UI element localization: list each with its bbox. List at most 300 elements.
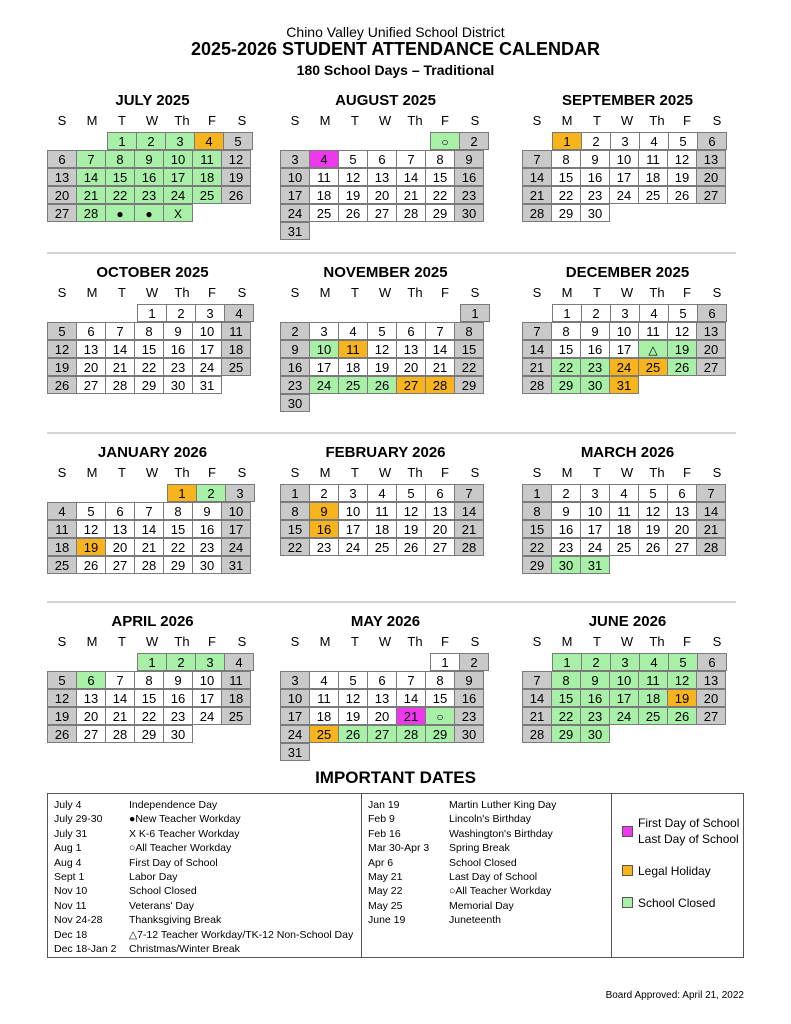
day-number: 27 [674, 540, 690, 555]
day-cell [280, 725, 310, 743]
day-cell [638, 322, 668, 340]
day-number: 30 [170, 727, 186, 742]
day-cell [425, 520, 455, 538]
day-number: 25 [316, 727, 332, 742]
weekday-label: S [470, 113, 480, 128]
day-cell [396, 186, 426, 204]
empty-cell [609, 725, 639, 743]
day-number: 7 [533, 324, 541, 339]
day-number: 27 [703, 188, 719, 203]
day-number: 2 [470, 134, 478, 149]
day-number: 24 [199, 360, 215, 375]
month-calendar [280, 444, 491, 556]
day-cell [609, 707, 639, 725]
day-number: 14 [403, 170, 419, 185]
day-symbol: ○ [436, 710, 444, 724]
day-cell [454, 520, 484, 538]
legend-last-day: Last Day of School [638, 832, 739, 846]
day-cell [639, 304, 669, 322]
day-cell [430, 132, 460, 150]
weekday-label: Th [174, 285, 190, 300]
weekday-label: T [351, 113, 359, 128]
day-number: 29 [170, 558, 186, 573]
weekday-label: S [470, 634, 480, 649]
day-number: 27 [374, 206, 390, 221]
day-cell [195, 304, 225, 322]
day-cell [134, 168, 164, 186]
weekday-label: Th [407, 113, 423, 128]
day-number: 21 [461, 522, 477, 537]
weekday-header [280, 464, 491, 482]
day-number: 16 [170, 342, 186, 357]
week-row [280, 538, 491, 556]
weekday-header [47, 633, 258, 651]
day-number: 20 [703, 170, 719, 185]
day-number: 29 [432, 727, 448, 742]
day-number: 28 [529, 378, 545, 393]
day-cell [580, 204, 610, 222]
day-number: 16 [461, 691, 477, 706]
day-number: 20 [83, 709, 99, 724]
day-cell [609, 538, 639, 556]
day-cell [425, 168, 455, 186]
day-cell [280, 484, 310, 502]
day-number: 30 [461, 206, 477, 221]
weekday-label: T [118, 113, 126, 128]
empty-cell [699, 556, 729, 574]
day-cell [551, 725, 581, 743]
day-cell [309, 186, 339, 204]
weekday-label: S [712, 634, 722, 649]
day-cell [580, 502, 610, 520]
day-cell [396, 484, 426, 502]
day-number: 27 [703, 360, 719, 375]
weekday-label: F [441, 465, 449, 480]
day-cell [396, 168, 426, 186]
week-row [522, 556, 733, 574]
week-row [522, 484, 733, 502]
weekday-header [280, 633, 491, 651]
month-calendar [522, 613, 733, 743]
day-cell [367, 538, 397, 556]
day-cell [221, 671, 251, 689]
event-description: Juneteenth [449, 914, 501, 927]
empty-cell [47, 132, 77, 150]
event-description: Last Day of School [449, 871, 538, 883]
weekday-header [522, 284, 733, 302]
day-number: 20 [374, 709, 390, 724]
day-number: 27 [54, 206, 70, 221]
day-number: 10 [616, 152, 632, 167]
day-number: 21 [83, 188, 99, 203]
day-cell [667, 322, 697, 340]
day-cell [639, 132, 669, 150]
legend-first-day: First Day of School [638, 816, 740, 830]
day-cell [280, 707, 310, 725]
day-cell [667, 168, 697, 186]
weekday-label: W [145, 465, 159, 480]
row-divider [47, 601, 736, 603]
day-cell [552, 132, 582, 150]
day-cell [76, 520, 106, 538]
day-cell [454, 186, 484, 204]
day-cell [76, 502, 106, 520]
day-number: 11 [55, 522, 69, 537]
day-cell [134, 502, 164, 520]
day-number: 15 [170, 522, 186, 537]
day-cell [192, 358, 222, 376]
day-cell [163, 168, 193, 186]
empty-cell [222, 725, 252, 743]
week-row [280, 725, 491, 743]
day-cell [47, 520, 77, 538]
day-cell [696, 150, 726, 168]
day-symbol: ● [116, 207, 124, 221]
week-row [522, 304, 733, 322]
day-cell [696, 538, 726, 556]
day-number: 7 [145, 504, 153, 519]
empty-cell [429, 394, 459, 412]
month-title: OCTOBER 2025 [96, 264, 209, 281]
day-cell [581, 132, 611, 150]
day-cell [551, 204, 581, 222]
weekday-label: Th [649, 634, 665, 649]
event-description: Independence Day [129, 799, 218, 811]
day-number: 27 [83, 378, 99, 393]
day-cell [396, 707, 426, 725]
day-cell [580, 556, 610, 574]
day-number: 19 [54, 360, 70, 375]
day-cell [425, 538, 455, 556]
day-number: 24 [228, 540, 244, 555]
day-number: 1 [291, 486, 299, 501]
empty-cell [429, 743, 459, 761]
event-date: Dec 18 [54, 928, 88, 941]
day-cell [696, 689, 726, 707]
month-calendar [47, 444, 258, 574]
day-number: 18 [645, 691, 661, 706]
month-title: SEPTEMBER 2025 [562, 92, 693, 109]
week-row [47, 150, 258, 168]
day-cell [105, 186, 135, 204]
day-cell [667, 502, 697, 520]
weekday-label: T [118, 285, 126, 300]
school-closed-swatch [622, 897, 633, 908]
day-number: 29 [461, 378, 477, 393]
day-cell [338, 376, 368, 394]
day-number: 5 [58, 673, 66, 688]
empty-cell [310, 304, 340, 322]
day-cell [522, 671, 552, 689]
day-cell [338, 340, 368, 358]
day-cell [105, 204, 135, 222]
day-number: 25 [645, 709, 661, 724]
day-cell [280, 322, 310, 340]
day-cell [454, 168, 484, 186]
day-number: 13 [703, 673, 719, 688]
day-number: 9 [174, 324, 182, 339]
column-divider [361, 794, 362, 957]
day-number: 8 [533, 504, 541, 519]
day-cell [338, 150, 368, 168]
day-cell [367, 322, 397, 340]
day-number: 6 [58, 152, 66, 167]
day-cell [454, 502, 484, 520]
weekday-label: S [290, 113, 300, 128]
event-date: May 25 [368, 899, 403, 912]
day-cell [280, 520, 310, 538]
day-cell [460, 304, 490, 322]
day-cell [47, 322, 77, 340]
day-cell [137, 304, 167, 322]
day-cell [221, 538, 251, 556]
empty-cell [340, 653, 370, 671]
day-number: 12 [345, 170, 361, 185]
day-cell [76, 689, 106, 707]
day-cell [551, 150, 581, 168]
day-number: 31 [199, 378, 215, 393]
empty-cell [370, 304, 400, 322]
day-cell [134, 556, 164, 574]
day-number: 26 [345, 727, 361, 742]
day-number: 12 [54, 342, 70, 357]
empty-cell [399, 743, 429, 761]
day-number: 15 [558, 170, 574, 185]
month-title: AUGUST 2025 [335, 92, 436, 109]
month-calendar [280, 92, 491, 240]
day-number: 4 [378, 486, 386, 501]
day-number: 26 [228, 188, 244, 203]
day-number: 16 [287, 360, 303, 375]
event-date: Nov 10 [54, 885, 88, 898]
weekday-label: W [145, 113, 159, 128]
event-description: First Day of School [129, 856, 218, 869]
weekday-header [47, 464, 258, 482]
day-number: 27 [112, 558, 128, 573]
day-symbol: ● [145, 207, 153, 221]
day-cell [638, 671, 668, 689]
day-number: 17 [170, 170, 186, 185]
day-cell [396, 204, 426, 222]
week-row [280, 304, 491, 322]
day-number: 6 [708, 306, 716, 321]
day-number: 1 [533, 486, 541, 501]
day-cell [454, 671, 484, 689]
day-cell [280, 358, 310, 376]
week-row [280, 671, 491, 689]
day-number: 10 [316, 342, 332, 357]
day-cell [163, 502, 193, 520]
weekday-label: S [290, 465, 300, 480]
empty-cell [47, 484, 77, 502]
day-number: 13 [374, 170, 390, 185]
day-cell [107, 132, 137, 150]
day-cell [580, 322, 610, 340]
day-number: 8 [436, 152, 444, 167]
day-number: 17 [616, 342, 632, 357]
day-cell [609, 186, 639, 204]
weekday-header [47, 284, 258, 302]
day-number: 18 [199, 170, 215, 185]
day-number: 26 [674, 188, 690, 203]
day-number: 11 [200, 152, 214, 167]
day-cell [425, 502, 455, 520]
day-number: 16 [587, 342, 603, 357]
day-number: 28 [112, 727, 128, 742]
day-cell [522, 186, 552, 204]
day-number: 17 [228, 522, 244, 537]
day-number: 9 [174, 673, 182, 688]
day-number: 30 [287, 396, 303, 411]
day-cell [105, 689, 135, 707]
day-cell [454, 340, 484, 358]
event-date: Apr 6 [368, 856, 394, 869]
day-cell [166, 653, 196, 671]
day-number: 30 [199, 558, 215, 573]
day-cell [552, 653, 582, 671]
day-number: 9 [320, 504, 328, 519]
day-cell [638, 150, 668, 168]
day-cell [221, 150, 251, 168]
day-cell [137, 653, 167, 671]
day-number: 4 [650, 134, 658, 149]
board-approved-note: Board Approved: April 21, 2022 [605, 990, 744, 1001]
day-cell [454, 484, 484, 502]
weekday-label: S [470, 285, 480, 300]
day-cell [280, 538, 310, 556]
day-number: 19 [374, 360, 390, 375]
day-number: 15 [141, 342, 157, 357]
day-cell [609, 168, 639, 186]
day-grid [47, 132, 258, 222]
day-number: 24 [287, 206, 303, 221]
day-number: 2 [592, 655, 600, 670]
day-number: 3 [176, 134, 184, 149]
week-row [47, 132, 258, 150]
day-number: 3 [236, 486, 244, 501]
day-cell [667, 671, 697, 689]
day-cell [309, 358, 339, 376]
day-cell [105, 671, 135, 689]
day-number: 1 [148, 655, 156, 670]
day-number: 8 [116, 152, 124, 167]
day-cell [338, 689, 368, 707]
day-number: 17 [287, 709, 303, 724]
week-row [47, 358, 258, 376]
day-cell [396, 671, 426, 689]
empty-cell [430, 304, 460, 322]
day-cell [221, 168, 251, 186]
day-cell [134, 186, 164, 204]
week-row [47, 689, 258, 707]
day-number: 19 [228, 170, 244, 185]
weekday-label: F [208, 285, 216, 300]
day-number: 26 [345, 206, 361, 221]
day-number: 22 [558, 709, 574, 724]
day-number: 19 [645, 522, 661, 537]
day-number: 31 [587, 558, 603, 573]
event-date: July 31 [54, 827, 88, 840]
day-cell [309, 204, 339, 222]
day-cell [667, 358, 697, 376]
weekday-label: S [237, 113, 247, 128]
day-number: 28 [112, 378, 128, 393]
week-row [522, 653, 733, 671]
day-cell [165, 132, 195, 150]
month-title: MARCH 2026 [580, 444, 675, 461]
day-cell [551, 322, 581, 340]
day-grid [522, 132, 733, 222]
event-date: May 22 [368, 885, 403, 898]
day-number: 16 [461, 170, 477, 185]
empty-cell [699, 725, 729, 743]
day-number: 24 [616, 188, 632, 203]
week-row [280, 322, 491, 340]
day-cell [638, 689, 668, 707]
day-cell [47, 150, 77, 168]
day-cell [280, 689, 310, 707]
day-number: 7 [436, 324, 444, 339]
month-title: APRIL 2026 [111, 613, 194, 630]
day-cell [309, 150, 339, 168]
day-number: 20 [703, 691, 719, 706]
day-number: 5 [87, 504, 95, 519]
day-number: 18 [228, 342, 244, 357]
week-row [280, 204, 491, 222]
day-number: 19 [345, 188, 361, 203]
day-number: 12 [83, 522, 99, 537]
day-number: 22 [112, 188, 128, 203]
weekday-label: S [57, 113, 67, 128]
day-cell [425, 376, 455, 394]
day-cell [454, 725, 484, 743]
day-number: 1 [563, 655, 571, 670]
day-number: 26 [403, 540, 419, 555]
day-cell [280, 340, 310, 358]
day-number: 4 [620, 486, 628, 501]
day-number: 20 [374, 188, 390, 203]
weekday-label: T [351, 465, 359, 480]
event-description: △7-12 Teacher Workday/TK-12 Non-School Day [129, 928, 354, 941]
day-cell [551, 340, 581, 358]
day-number: 3 [206, 655, 214, 670]
day-number: 1 [118, 134, 126, 149]
day-number: 29 [141, 727, 157, 742]
month-calendar [47, 264, 258, 394]
day-number: 19 [674, 342, 690, 357]
day-cell [367, 358, 397, 376]
day-cell [338, 707, 368, 725]
week-row [522, 671, 733, 689]
day-cell [163, 358, 193, 376]
day-number: 22 [141, 360, 157, 375]
day-number: 5 [407, 486, 415, 501]
day-cell [163, 707, 193, 725]
day-cell [221, 689, 251, 707]
day-cell [367, 484, 397, 502]
weekday-label: S [237, 285, 247, 300]
day-cell [580, 150, 610, 168]
day-number: 10 [228, 504, 244, 519]
empty-cell [369, 222, 399, 240]
day-symbol: X [173, 207, 182, 221]
week-row [47, 653, 258, 671]
weekday-label: Th [407, 285, 423, 300]
day-number: 11 [646, 152, 660, 167]
day-cell [522, 322, 552, 340]
weekday-label: Th [649, 113, 665, 128]
day-cell [425, 671, 455, 689]
